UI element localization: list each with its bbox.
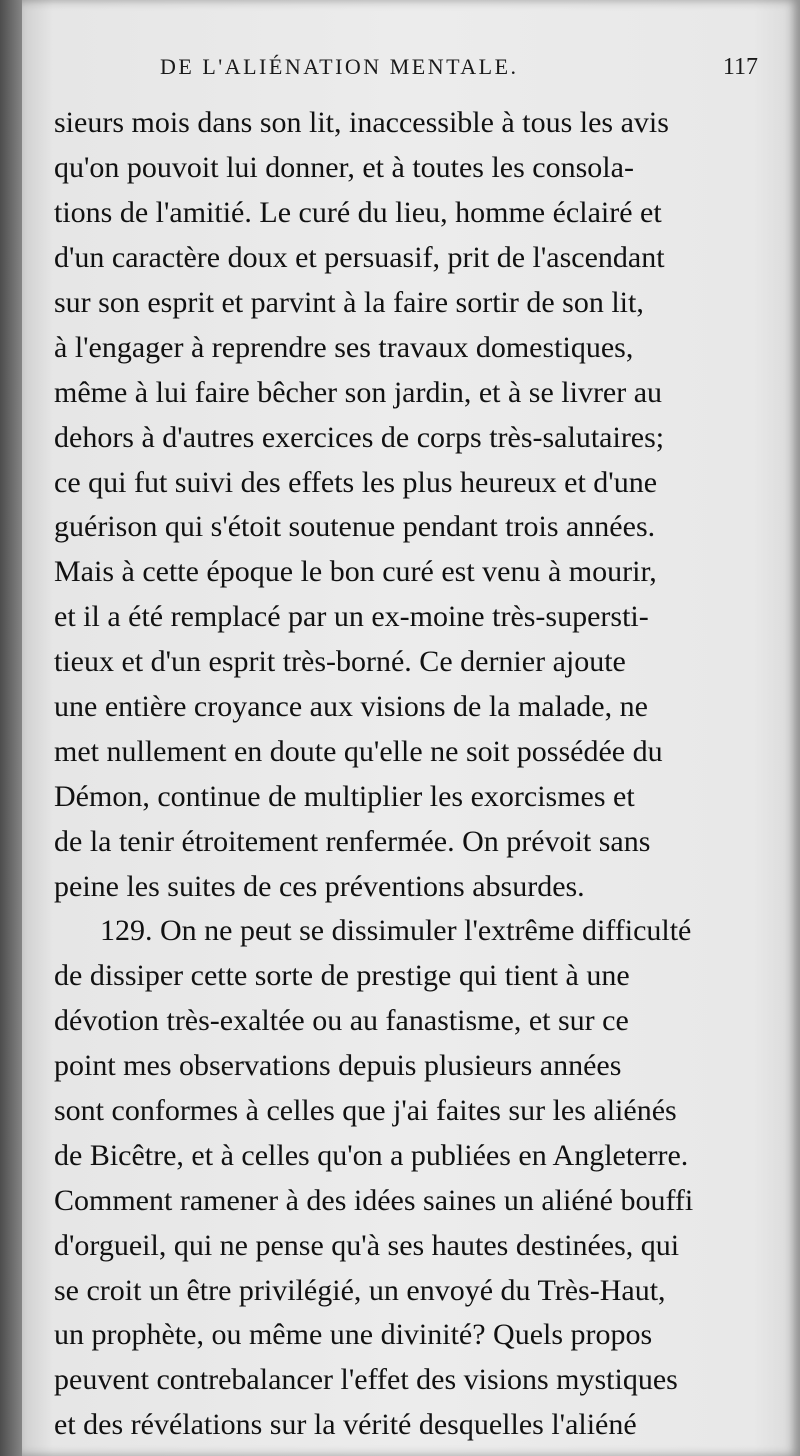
text-line: tions de l'amitié. Le curé du lieu, homme éclairé et: [54, 196, 662, 230]
text-line: sur son esprit et parvint à la faire sortir de son lit,: [54, 286, 644, 319]
text-line: sieurs mois dans son lit, inaccessible à tous les avis: [54, 106, 669, 140]
text-line: Comment ramener à des idées saines un aliéné bouffi: [54, 1183, 694, 1217]
text-line: d'un caractère doux et persuasif, prit de l'ascendant: [54, 241, 665, 275]
text-line: qu'on pouvoit lui donner, et à toutes les consola-: [54, 151, 634, 185]
text-line: peuvent contrebalancer l'effet des visions mystiques: [54, 1363, 678, 1397]
text-line: dévotion très-exaltée ou au fanastisme, et sur ce: [54, 1004, 629, 1038]
text-line: une entière croyance aux visions de la malade, ne: [54, 690, 648, 724]
text-line: se croit un être privilégié, un envoyé du Très-Haut,: [54, 1273, 666, 1307]
page-header: [22, 54, 800, 88]
text-line: point mes observations depuis plusieurs années: [54, 1049, 622, 1083]
text-line: met nullement en doute qu'elle ne soit possédée du: [54, 734, 663, 768]
book-gutter-shadow: [0, 0, 24, 1456]
text-line: et des révélations sur la vérité desquelles l'aliéné: [54, 1408, 637, 1442]
text-line: même à lui faire bêcher son jardin, et à se livrer au: [54, 375, 663, 409]
running-head: DE L'ALIÉNATION MENTALE.: [160, 54, 519, 79]
text-line: à l'engager à reprendre ses travaux domestiques,: [54, 330, 634, 364]
paragraph-end-line: peine les suites de ces préventions absurdes.: [54, 869, 585, 903]
text-line: Démon, continue de multiplier les exorcismes et: [54, 779, 635, 813]
text-line: d'orgueil, qui ne pense qu'à ses hautes destinées, qui: [54, 1228, 680, 1262]
body-text: [54, 101, 772, 1448]
paragraph-start-line: 129. On ne peut se dissimuler l'extrême difficulté: [100, 914, 692, 948]
text-line: un prophète, ou même une divinité? Quels propos: [54, 1318, 653, 1352]
text-line: tieux et d'un esprit très-borné. Ce dernier ajoute: [54, 645, 626, 679]
text-line: guérison qui s'étoit soutenue pendant trois années.: [54, 510, 656, 544]
text-line: ce qui fut suivi des effets les plus heureux et d'une: [54, 465, 658, 499]
text-line: Mais à cette époque le bon curé est venu à mourir,: [54, 555, 657, 589]
text-line: de Bicêtre, et à celles qu'on a publiées en Angleterre.: [54, 1138, 689, 1172]
book-page: [22, 0, 800, 1456]
text-line: dehors à d'autres exercices de corps très-salutaires;: [54, 420, 665, 454]
text-line: de dissiper cette sorte de prestige qui tient à une: [54, 959, 630, 993]
text-line: de la tenir étroitement renfermée. On prévoit sans: [54, 824, 651, 858]
text-line: sont conformes à celles que j'ai faites sur les aliénés: [54, 1094, 677, 1128]
page-number: 117: [722, 54, 758, 80]
text-line: et il a été remplacé par un ex-moine très-supersti-: [54, 600, 649, 634]
